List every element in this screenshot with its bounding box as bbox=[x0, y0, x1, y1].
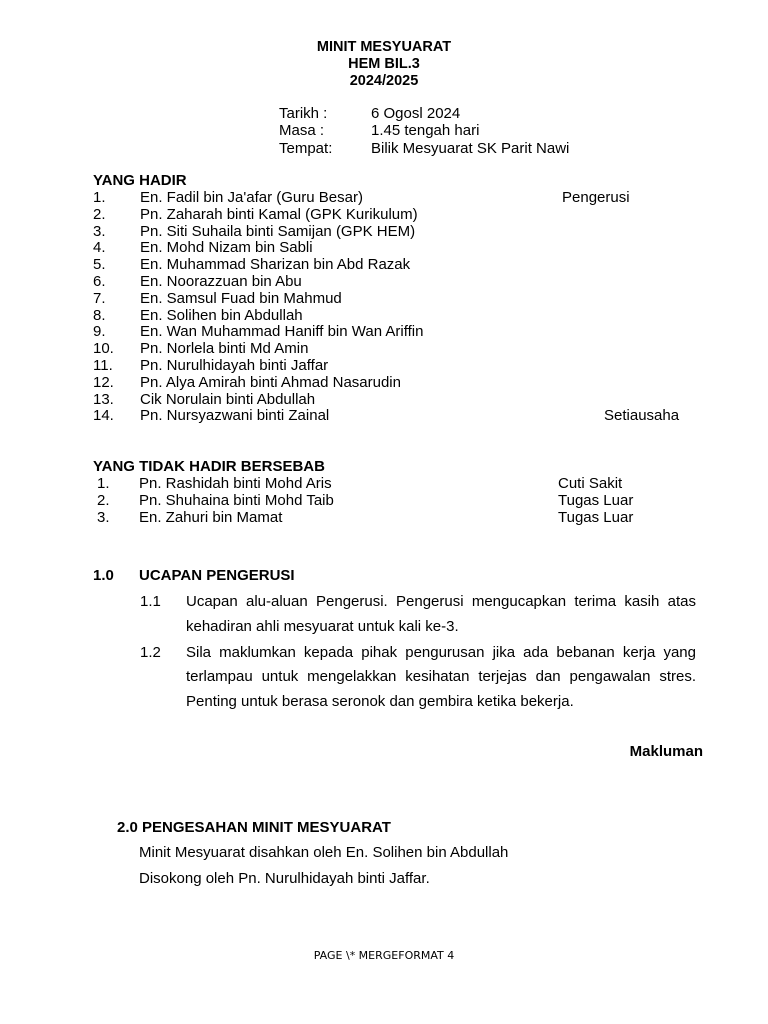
present-member-row bbox=[93, 273, 713, 290]
absent-heading: YANG TIDAK HADIR BERSEBAB bbox=[93, 458, 325, 475]
absence-reason: Tugas Luar bbox=[558, 508, 634, 526]
page-footer: PAGE \* MERGEFORMAT 4 bbox=[313, 949, 455, 962]
member-number: 3. bbox=[97, 508, 110, 526]
member-name: En. Samsul Fuad bin Mahmud bbox=[140, 289, 342, 307]
member-number: 3. bbox=[93, 222, 106, 240]
present-member-row bbox=[93, 256, 713, 273]
present-member-row bbox=[93, 374, 713, 391]
section2-line: Disokong oleh Pn. Nurulhidayah binti Jaffar. bbox=[139, 870, 430, 887]
member-number: 6. bbox=[93, 273, 106, 290]
member-name: Pn. Nurulhidayah binti Jaffar bbox=[140, 357, 329, 374]
member-name: Pn. Rashidah binti Mohd Aris bbox=[139, 475, 332, 492]
member-name: Pn. Nursyazwani binti Zainal bbox=[140, 407, 330, 425]
present-member-row bbox=[93, 391, 713, 408]
member-name: Pn. Alya Amirah binti Ahmad Nasarudin bbox=[140, 373, 401, 391]
document-subtitle: HEM BIL.3 bbox=[348, 56, 420, 72]
section2-title: 2.0 PENGESAHAN MINIT MESYUARAT bbox=[117, 819, 391, 836]
member-number: 2. bbox=[97, 491, 110, 509]
present-member-row bbox=[93, 357, 713, 374]
meta-label-date: Tarikh : bbox=[279, 105, 328, 122]
present-member-row bbox=[93, 223, 713, 240]
member-name: En. Muhammad Sharizan bin Abd Razak bbox=[140, 256, 411, 274]
absence-reason: Tugas Luar bbox=[558, 491, 634, 509]
member-name: En. Noorazzuan bin Abu bbox=[140, 273, 302, 290]
member-number: 10. bbox=[93, 340, 114, 358]
section2-line: Minit Mesyuarat disahkan oleh En. Solihen bin Abdullah bbox=[139, 844, 509, 861]
member-name: Pn. Shuhaina binti Mohd Taib bbox=[139, 491, 334, 509]
meta-value-time: 1.45 tengah hari bbox=[371, 122, 480, 139]
present-member-row bbox=[93, 290, 713, 307]
item-text-line: Sila maklumkan kepada pihak pengurusan jika ada bebanan kerja yang bbox=[186, 644, 696, 661]
present-member-row bbox=[93, 189, 713, 206]
member-number: 5. bbox=[93, 256, 106, 274]
member-number: 2. bbox=[93, 205, 106, 223]
member-number: 9. bbox=[93, 323, 106, 341]
member-number: 12. bbox=[93, 373, 114, 391]
item-text-line: terlampau untuk mengelakkan kesihatan terjejas dan pengawalan stres. bbox=[186, 668, 696, 685]
absent-list bbox=[93, 475, 713, 530]
member-name: Pn. Norlela binti Md Amin bbox=[140, 340, 309, 358]
member-name: Pn. Zaharah binti Kamal (GPK Kurikulum) bbox=[140, 205, 418, 223]
member-name: En. Fadil bin Ja'afar (Guru Besar) bbox=[140, 189, 363, 206]
member-name: En. Mohd Nizam bin Sabli bbox=[140, 239, 313, 257]
member-number: 4. bbox=[93, 239, 106, 257]
present-member-row bbox=[93, 206, 713, 223]
member-number: 11. bbox=[93, 357, 113, 374]
meta-value-date: 6 Ogosl 2024 bbox=[371, 105, 461, 122]
member-name: En. Wan Muhammad Haniff bin Wan Ariffin bbox=[140, 323, 424, 341]
absent-member-row bbox=[93, 475, 713, 492]
item-number: 1.1 bbox=[140, 593, 161, 610]
item-text-line: kehadiran ahli mesyuarat untuk kali ke-3. bbox=[186, 618, 459, 635]
meta-label-place: Tempat: bbox=[279, 140, 333, 157]
absence-reason: Cuti Sakit bbox=[558, 475, 623, 492]
member-number: 1. bbox=[97, 475, 110, 492]
member-name: En. Zahuri bin Mamat bbox=[139, 508, 283, 526]
member-role: Pengerusi bbox=[562, 189, 630, 206]
document-year: 2024/2025 bbox=[349, 73, 419, 89]
member-number: 1. bbox=[93, 189, 106, 206]
section1-title: UCAPAN PENGERUSI bbox=[139, 567, 295, 584]
meta-label-time: Masa : bbox=[279, 122, 325, 139]
member-number: 13. bbox=[93, 390, 114, 408]
section1-number: 1.0 bbox=[93, 567, 114, 584]
item-text-line: Penting untuk berasa seronok dan gembira ketika bekerja. bbox=[186, 693, 574, 710]
present-member-row bbox=[93, 407, 713, 424]
item-number: 1.2 bbox=[140, 644, 161, 661]
action-label: Makluman bbox=[629, 743, 703, 760]
member-name: Cik Norulain binti Abdullah bbox=[140, 390, 316, 408]
present-list bbox=[93, 189, 713, 429]
member-number: 8. bbox=[93, 306, 106, 324]
present-heading: YANG HADIR bbox=[93, 172, 187, 189]
present-member-row bbox=[93, 239, 713, 256]
item-text-line: Ucapan alu-aluan Pengerusi. Pengerusi mengucapkan terima kasih atas bbox=[186, 593, 696, 610]
absent-member-row bbox=[93, 492, 713, 509]
present-member-row bbox=[93, 307, 713, 324]
present-member-row bbox=[93, 340, 713, 357]
member-number: 14. bbox=[93, 407, 114, 425]
absent-member-row bbox=[93, 509, 713, 526]
member-number: 7. bbox=[93, 289, 106, 307]
document-title: MINIT MESYUARAT bbox=[316, 39, 452, 55]
meta-value-place: Bilik Mesyuarat SK Parit Nawi bbox=[371, 140, 570, 157]
present-member-row bbox=[93, 323, 713, 340]
member-name: En. Solihen bin Abdullah bbox=[140, 306, 303, 324]
member-name: Pn. Siti Suhaila binti Samijan (GPK HEM) bbox=[140, 222, 416, 240]
member-role: Setiausaha bbox=[604, 407, 680, 425]
